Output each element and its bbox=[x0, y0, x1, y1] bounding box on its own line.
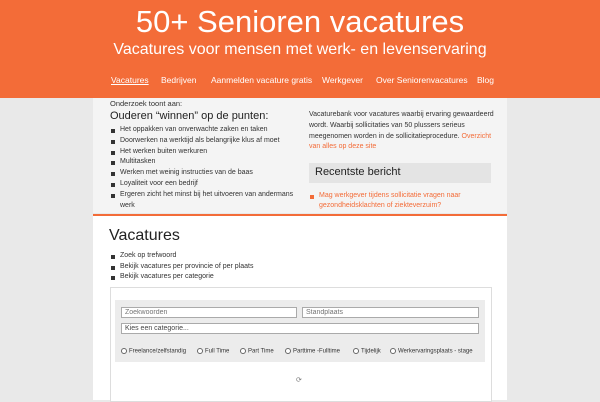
jobtype-label: Parttime -Fulltime bbox=[293, 348, 341, 355]
list-item: Doorwerken na werktijd als belangrijke klus af moet bbox=[110, 136, 300, 147]
description-text: Vacaturebank voor vacatures waarbij ervaring gewaardeerd wordt. Waarbij sollicitaties van 50 plussers serieus meegenomen worden in de sollicitatieprocedure. bbox=[309, 111, 494, 140]
jobtype-label: Freelance/zelfstandig bbox=[129, 348, 187, 355]
nav-item-vacatures[interactable]: Vacatures bbox=[111, 75, 149, 85]
link-zoek-trefwoord[interactable]: Zoek op trefwoord bbox=[110, 251, 253, 262]
recent-post-link[interactable]: Mag werkgever tijdens sollicitatie vragen naar gezondheidsklachten of ziekteverzuim? bbox=[309, 191, 494, 211]
list-item: Multitasken bbox=[110, 157, 300, 168]
jobtype-parttime-fulltime[interactable] bbox=[285, 348, 340, 355]
jobtype-freelance[interactable] bbox=[121, 348, 186, 355]
jobtype-label: Part Time bbox=[248, 348, 274, 355]
jobtype-label: Werkervaringsplaats - stage bbox=[398, 348, 473, 355]
link-per-provincie[interactable]: Bekijk vacatures per provincie of per plaats bbox=[110, 262, 253, 273]
checkbox-icon bbox=[285, 348, 291, 354]
nav-item-bedrijven[interactable]: Bedrijven bbox=[161, 75, 197, 85]
jobtype-tijdelijk[interactable] bbox=[353, 348, 381, 355]
list-item: Het oppakken van onverwachte zaken en taken bbox=[110, 125, 300, 136]
jobtype-werkervaring[interactable] bbox=[390, 348, 473, 355]
list-item: Werken met weinig instructies van de baas bbox=[110, 168, 300, 179]
intro-text: Onderzoek toont aan: bbox=[110, 99, 183, 108]
site-title[interactable]: 50+ Senioren vacatures bbox=[135, 4, 465, 39]
jobtype-parttime[interactable] bbox=[240, 348, 274, 355]
keyword-input[interactable] bbox=[121, 307, 297, 318]
site-tagline: Vacatures voor mensen met werk- en levenservaring bbox=[113, 41, 487, 58]
page-title: Vacatures bbox=[109, 227, 180, 244]
jobtype-label: Tijdelijk bbox=[361, 348, 381, 355]
list-item: Loyaliteit voor een bedrijf bbox=[110, 179, 300, 190]
intro-heading: Ouderen “winnen” op de punten: bbox=[110, 110, 269, 122]
vacatures-links bbox=[110, 251, 253, 283]
recent-posts-header bbox=[309, 163, 491, 183]
list-item: Ergeren zicht het minst bij het uitvoeren van andermans werk bbox=[110, 190, 300, 212]
overview-link[interactable]: Overzicht van alles op deze site bbox=[309, 132, 492, 151]
location-input[interactable] bbox=[302, 307, 479, 318]
checkbox-icon bbox=[240, 348, 246, 354]
checkbox-icon bbox=[390, 348, 396, 354]
nav-item-blog[interactable]: Blog bbox=[477, 75, 495, 85]
jobtype-label: Full Time bbox=[205, 348, 230, 355]
checkbox-icon bbox=[121, 348, 127, 354]
link-per-categorie[interactable]: Bekijk vacatures per categorie bbox=[110, 272, 253, 283]
site-description bbox=[309, 110, 494, 153]
loading-spinner-icon: ⟳ bbox=[296, 377, 302, 384]
list-item: Het werken buiten werkuren bbox=[110, 147, 300, 158]
checkbox-icon bbox=[353, 348, 359, 354]
site-header bbox=[0, 0, 600, 98]
checkbox-icon bbox=[197, 348, 203, 354]
category-select[interactable]: Kies een categorie... bbox=[121, 323, 479, 334]
recent-posts-title: Recentste bericht bbox=[315, 166, 401, 178]
jobtype-fulltime[interactable] bbox=[197, 348, 229, 355]
nav-item-aanmelden[interactable]: Aanmelden vacature gratis bbox=[211, 75, 313, 85]
points-list bbox=[110, 125, 300, 211]
nav-item-over[interactable]: Over Seniorenvacatures bbox=[376, 75, 468, 85]
nav-item-werkgever[interactable]: Werkgever bbox=[322, 75, 363, 85]
